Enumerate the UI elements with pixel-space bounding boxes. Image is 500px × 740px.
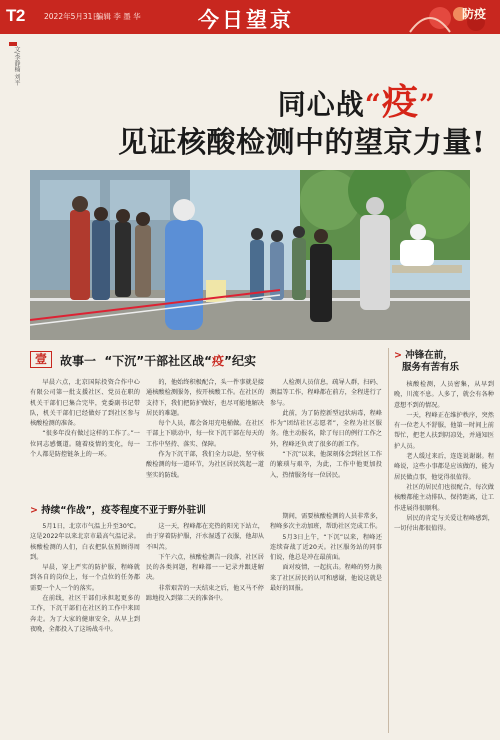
headline-quote-close: ” (418, 88, 436, 121)
page-number: T2 (6, 6, 25, 25)
paragraph: 每个人员，都会备用充电桶做。在社区干部上下联动中，每一位下沉干部在每天的工作中坚持、落实、保障。 (146, 420, 264, 448)
issue-date: 2022年5月31日 (44, 12, 100, 21)
paragraph: 人检测人员信息，疏导人群，扫码、测温等工作，程峰都在前方，全程进行了参与。 (270, 379, 382, 407)
body-column-3b (270, 512, 382, 734)
section-heading (30, 350, 330, 370)
body-column-1b (30, 522, 140, 734)
body-column-1 (30, 378, 140, 503)
paragraph: 面对疫情，一起抗击。程峰的努力换来了社区居民的认可和感谢，他说这就是最好的回报。 (270, 564, 382, 593)
section-mark: 壹 (30, 351, 52, 368)
paragraph: 早晨，穿上严实的防护服，程峰就到各自的岗位上，每一个点位的任务都需要一个人一个的落实。 (30, 564, 140, 592)
page-header-bar (0, 0, 500, 34)
byline: 文/李静楠 刘平 (13, 46, 20, 86)
paragraph: “很多年没有做过这样的工作了。”一位同志感慨道。随着疫情的变化，每一个人都是防控链条上的一环。 (30, 430, 140, 459)
body-column-2 (146, 378, 264, 503)
lead-photo (30, 170, 470, 340)
section-title-before: “下沉”干部社区战“ (104, 354, 213, 368)
paragraph: 下午六点，核酸检测告一段落，社区居民的各类问题，程峰都一一记录并跟进解决。 (146, 553, 264, 582)
subheading-1: > 持续“作战”，疫苓程度不亚于野外驻训 (30, 505, 206, 516)
headline-highlight: 疫 (381, 81, 419, 123)
body-column-3 (270, 378, 382, 503)
section-title-red: 疫 (212, 354, 225, 368)
side-heading-line-2: 服务有苦有乐 (402, 362, 460, 373)
headline-line-2: 见证核酸检测中的望京力量! (118, 125, 486, 159)
paragraph: 5月1日，北京市气温上升至30℃。这是2022年以来北京市最高气温记录。核酸检测的人们，白衣把队伍照顾得周到。 (30, 523, 140, 561)
paragraph: 一天，程峰正在维护秩序，突然有一位老人不舒服，他第一时间上前帮忙，把老人扶到阴凉处，并通知医护人员。 (394, 411, 494, 450)
side-heading: > 冲锋在前， 服务有苦有乐 (394, 350, 494, 374)
paragraph: 非常艰苦的一天结束之后，他又马不停蹄地投入到第二天的准备中。 (146, 584, 264, 603)
body-column-2b (146, 522, 264, 734)
lead-photo-illustration (30, 170, 470, 340)
paragraph: 早晨六点，北京国际投资合作中心有限公司第一批支援社区、党员在职的机关干部们已集合完毕，党委副书记带队，机关干部们已经做好了到社区参与核酸检测的准备。 (30, 379, 140, 428)
paragraph: “下沉”以来，他深刻体会到社区工作的繁琐与艰辛，为此，工作中他更加投入，热情服务每一位居民。 (270, 451, 382, 479)
paragraph: 老人缓过来后，连连说谢谢。程峰说，这些小事都是应该做的，能为居民做点事，他觉得很值得。 (394, 453, 494, 481)
side-column (394, 380, 494, 734)
headline-quote-open: “ (364, 88, 382, 121)
paragraph: 期间，需要核酸检测的人员非常多，程峰多次主动加班，帮助社区完成工作。 (270, 513, 382, 531)
newspaper-brand: 今日望京 (198, 7, 294, 32)
section-label: 故事一 (60, 354, 97, 368)
column-divider (388, 348, 389, 733)
paragraph: 5月3日上午，“下沉”以来，程峰还连续奋战了近20天。社区服务站的同事们说，他总是冲在最前面。 (270, 533, 382, 562)
paragraph: 社区的居民们也很配合，每次做核酸都能主动排队、保持距离，让工作进展得很顺利。 (394, 483, 494, 512)
paragraph: 此前，为了防控新型冠状病毒，程峰作为“团结社区志愿者”，全程为社区服务。他主动报名，除了每日的例行工作之外，程峰还负责了很多的新工作。 (270, 409, 382, 448)
headline-prefix: 同心战 (277, 88, 365, 121)
paragraph: 的，他始终积极配合，头一件事就是接通核酸检测服务，按开核酸工作。在社区的支持下，我们把防护做好，也尽可能地解决居民的难题。 (146, 379, 264, 417)
editor-credit: 编辑 李 墨 华 (96, 12, 141, 21)
subheading-1-text: 持续“作战”，疫苓程度不亚于野外驻训 (41, 505, 206, 516)
paragraph: 这一天，程峰都在充热的阳光下站立，由于穿着防护服，汗水湿透了衣服，他却从不叫苦。 (146, 523, 264, 551)
section-title (60, 352, 256, 369)
paragraph: 居民的肯定与关爱让程峰感到，一切付出都很值得。 (394, 514, 494, 533)
side-heading-line-1: 冲锋在前， (405, 350, 453, 361)
paragraph: 在前线，社区干部们承担起更多的工作，下沉干部们在社区的工作中来回奔走。为了大家的健康安全，从早上到夜晚，全都投入了这场战斗中。 (30, 595, 140, 633)
paragraph: 作为下沉干部，我们全力以赴，坚守核酸检测的每一道环节，为社区居民筑起一道坚实的防线。 (146, 451, 264, 479)
paragraph: 核酸检测，人员密集，从早到晚，川流不息。人多了，就会有各种意想不到的情况。 (394, 381, 494, 409)
headline-line-1 (278, 74, 436, 125)
section-title-after: ”纪实 (224, 354, 256, 368)
header-corner-note: 防疫 (461, 7, 486, 21)
